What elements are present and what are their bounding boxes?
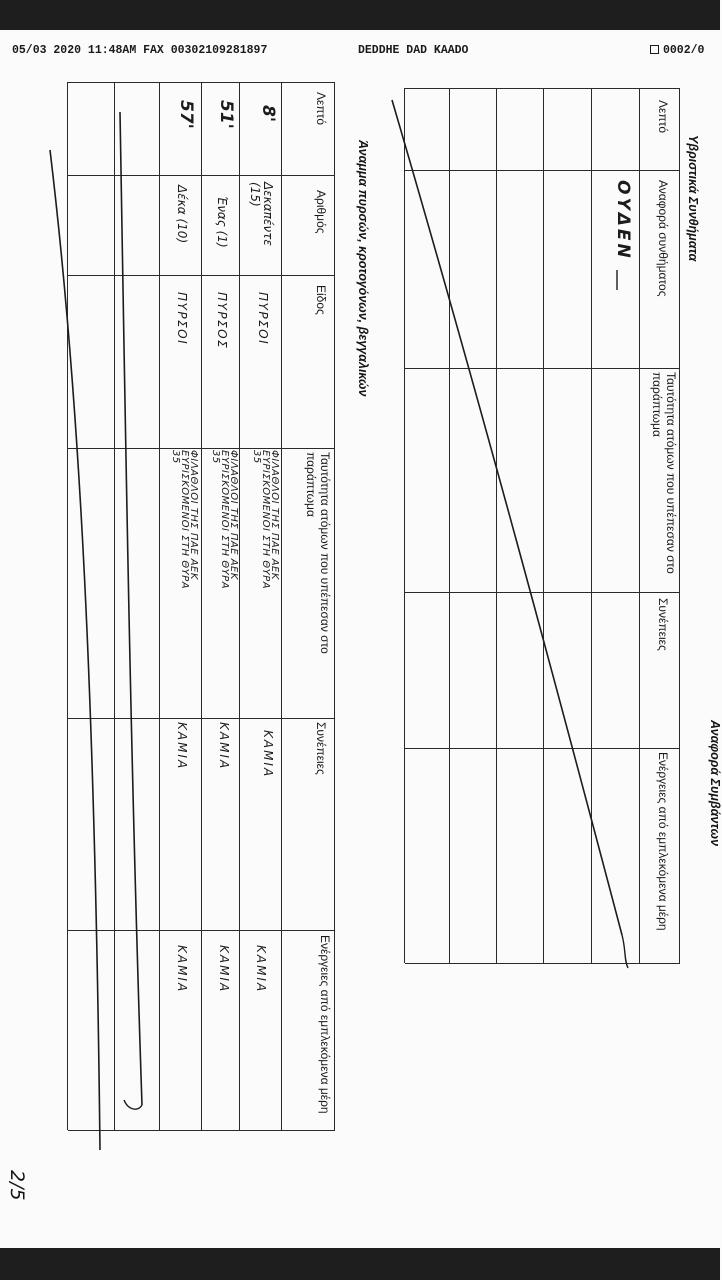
pyro-row-1-identity-l3: 35 [251, 450, 262, 464]
pyro-row-3-identity-l3: 35 [170, 450, 181, 464]
pyro-row-1-consequences: ΚΑΜΙΑ [261, 730, 275, 779]
offenses-strikethrough-tail [622, 935, 628, 968]
offenses-header-identity: Ταυτότητα ατόμων που υπέπεσαν στο παράπτωμα [650, 372, 678, 574]
fax-header-left: 05/03 2020 11:48AM FAX 00302109281897 [12, 44, 268, 57]
pyro-strikethrough-line-2 [120, 112, 142, 1105]
pyro-row-3-minute: 57' [176, 100, 196, 129]
pyro-row-2-consequences: ΚΑΜΙΑ [217, 722, 231, 771]
pyro-row-3-actions: ΚΑΜΙΑ [175, 945, 189, 994]
pyro-row-1-number: Δεκαπέντε (15) [248, 182, 275, 246]
offenses-header-slogan: Αναφορά συνθήματος [656, 180, 670, 297]
offenses-table-title: Υβριστικά Συνθήματα [686, 135, 700, 262]
fax-page-count: 0002/0 [663, 44, 705, 57]
pyro-row-1-identity-l2: ΕΥΡΙΣΚΟΜΕΝΟΙ ΣΤΗ ΘΥΡΑ [260, 450, 271, 590]
pyro-header-identity: Ταυτότητα ατόμων που υπέπεσαν στο παράπτωμα [304, 452, 332, 654]
pyro-header-actions: Ενέργειες από εμπλεκόμενα μέρη [318, 935, 332, 1114]
pyro-row-2-actions: ΚΑΜΙΑ [217, 945, 231, 994]
pyro-header-minute: Λεπτό [314, 92, 328, 126]
offenses-header-minute: Λεπτό [656, 100, 670, 134]
pyro-row-3-consequences: ΚΑΜΙΑ [175, 722, 189, 771]
pyro-row-2-minute: 51' [216, 100, 236, 129]
incidents-table-title: Αναφορά Συμβάντων [708, 720, 722, 847]
pyro-row-1-minute: 8' [258, 105, 278, 123]
pyro-row-2-identity-l2: ΕΥΡΙΣΚΟΜΕΝΟΙ ΣΤΗ ΘΥΡΑ [219, 450, 230, 590]
pyro-row-1-identity-l1: ΦΙΛΑΘΛΟΙ ΤΗΣ ΠΑΕ ΑΕΚ [269, 450, 280, 580]
fax-header-center: DEDDHE DAD KAADO [358, 44, 469, 57]
pyro-strikethrough-line-3 [124, 1100, 142, 1109]
pyro-strikethrough-line-1 [50, 150, 100, 1150]
pyro-row-1-actions: ΚΑΜΙΑ [254, 945, 268, 994]
pyro-row-2-identity-l3: 35 [210, 450, 221, 464]
pyro-row-3-identity-l1: ΦΙΛΑΘΛΟΙ ΤΗΣ ΠΑΕ ΑΕΚ [188, 450, 199, 580]
offenses-note-none: ΟΥΔΕΝ [613, 180, 633, 261]
page-number: 2/5 [6, 1170, 28, 1201]
pyro-row-3-type: ΠΥΡΣΟΙ [175, 292, 189, 346]
pyro-table-title: Άναμμα πυρσών, κροτογόνων, βεγγαλικών [356, 140, 370, 397]
offenses-header-actions: Ενέργειες από εμπλεκόμενα μέρη [656, 752, 670, 931]
offenses-strikethrough-line [392, 100, 622, 935]
pyro-row-3-number: Δέκα (10) [175, 185, 189, 244]
bottom-black-bar [0, 1248, 720, 1280]
pyro-header-number: Αριθμός [314, 190, 328, 234]
pyro-row-2-identity-l1: ΦΙΛΑΘΛΟΙ ΤΗΣ ΠΑΕ ΑΕΚ [228, 450, 239, 580]
pyro-header-type: Είδος [314, 285, 328, 315]
pyro-row-1-type: ΠΥΡΣΟΙ [256, 292, 270, 346]
offenses-header-consequences: Συνέπειες [656, 598, 670, 651]
pyro-row-2-number: Ένας (1) [215, 196, 229, 248]
pyro-row-2-type: ΠΥΡΣΟΣ [215, 292, 229, 350]
pyro-row-3-identity-l2: ΕΥΡΙΣΚΟΜΕΝΟΙ ΣΤΗ ΘΥΡΑ [179, 450, 190, 590]
pyro-header-consequences: Συνέπειες [314, 722, 328, 775]
